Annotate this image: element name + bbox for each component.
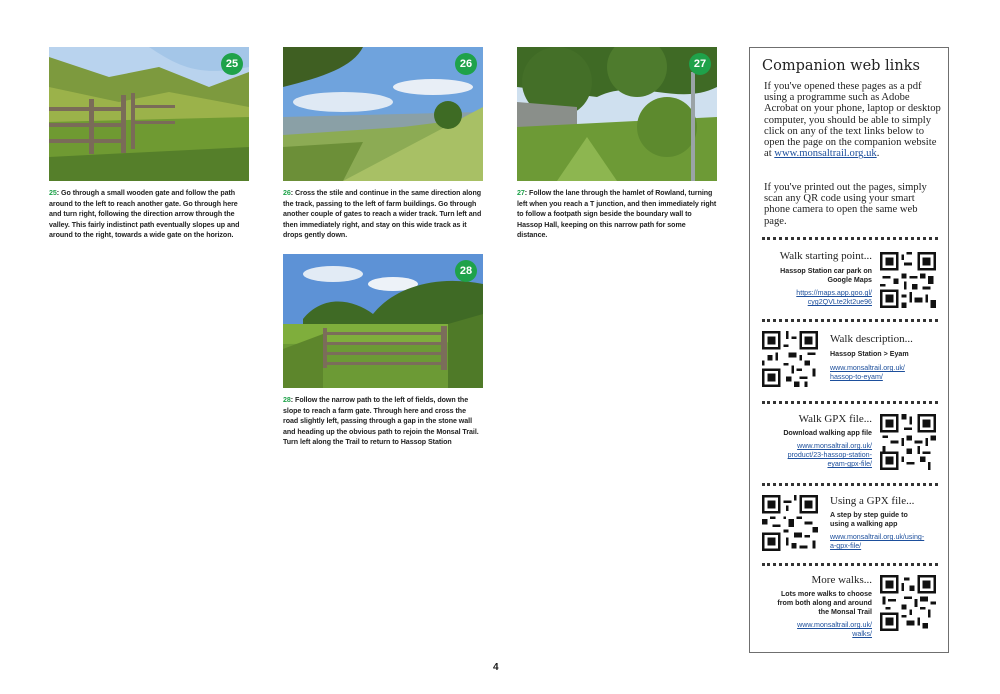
divider xyxy=(762,237,938,240)
photo-step-25 xyxy=(49,47,249,181)
qr-code[interactable] xyxy=(880,252,936,308)
photo-step-28 xyxy=(283,254,483,388)
intro-end: . xyxy=(876,148,880,160)
photo-wooden-gate xyxy=(49,47,249,181)
photo-farm-gate xyxy=(283,254,483,388)
link-url-walks[interactable]: www.monsaltrail.org.uk/ xyxy=(797,621,872,629)
divider xyxy=(762,563,938,566)
photo-step-27 xyxy=(517,47,717,181)
page-number: 4 xyxy=(493,662,499,673)
step-badge: 26 xyxy=(455,53,477,75)
link-url-maps[interactable]: https://maps.app.goo.gl/ xyxy=(796,289,872,297)
qr-code[interactable] xyxy=(762,331,818,387)
link-desc: Google Maps xyxy=(827,276,872,284)
divider xyxy=(762,401,938,404)
link-desc: from both along and around xyxy=(777,599,872,607)
link-url-gpx[interactable]: www.monsaltrail.org.uk/ xyxy=(797,442,872,450)
qr-code[interactable] xyxy=(762,495,818,551)
link-url-walks[interactable]: walks/ xyxy=(852,630,872,638)
step-caption xyxy=(283,188,483,241)
step-badge: 27 xyxy=(689,53,711,75)
step-text: : Cross the stile and continue in the same direction along the track, passing to the left of farm buildings. Go through another couple of gates to reach a wider track. Turn left and then immediately right, and stay on this wide track as it drops gently down. xyxy=(283,189,482,240)
step-number: 28 xyxy=(283,396,291,404)
step-caption xyxy=(49,188,249,241)
link-url-description[interactable]: hassop-to-eyam/ xyxy=(830,373,883,381)
link-title: Using a GPX file... xyxy=(830,495,915,507)
website-link[interactable]: www.monsaltrail.org.uk xyxy=(774,148,877,160)
link-url-description[interactable]: www.monsaltrail.org.uk/ xyxy=(830,364,905,372)
link-url-maps[interactable]: cyg2QVLte2kt2ue96 xyxy=(807,298,872,306)
step-text: : Follow the lane through the hamlet of Rowland, turning left when you reach a T junction, and then immediately right to follow a footpath sign beside the boundary wall to Hassop Hall, keeping on this narrow path for some distance. xyxy=(517,189,717,240)
link-desc: the Monsal Trail xyxy=(818,608,872,616)
link-url-gpx-guide[interactable]: a-gpx-file/ xyxy=(830,542,862,550)
link-desc: Hassop Station car park on xyxy=(780,267,872,275)
step-text: : Follow the narrow path to the left of fields, down the slope to reach a farm gate. Through here and cross the road slightly left, passing through a gap in the stone wall and heading up the obvious path to rejoin the Monsal Trail. Turn left along the Trail to return to Hassop Station xyxy=(283,396,479,447)
link-desc: Download walking app file xyxy=(783,429,872,437)
photo-step-26 xyxy=(283,47,483,181)
link-title: Walk starting point... xyxy=(779,250,872,262)
link-url-gpx[interactable]: product/23-hassop-station- xyxy=(787,451,872,459)
link-url-gpx-guide[interactable]: www.monsaltrail.org.uk/using- xyxy=(830,533,925,541)
panel-title: Companion web links xyxy=(762,58,920,74)
qr-code[interactable] xyxy=(880,575,936,631)
qr-code[interactable] xyxy=(880,414,936,470)
step-number: 27 xyxy=(517,189,525,197)
step-caption xyxy=(283,395,483,448)
link-title: More walks... xyxy=(811,574,872,586)
link-desc: using a walking app xyxy=(830,520,898,528)
link-url-gpx[interactable]: eyam-gpx-file/ xyxy=(827,460,872,468)
step-25 xyxy=(49,47,249,241)
step-badge: 28 xyxy=(455,260,477,282)
companion-links-panel xyxy=(749,47,949,653)
photo-valley-view xyxy=(283,47,483,181)
step-26 xyxy=(283,47,483,241)
link-title: Walk description... xyxy=(830,333,913,345)
panel-intro-pdf xyxy=(764,81,942,159)
divider xyxy=(762,483,938,486)
step-28 xyxy=(283,254,483,448)
step-text: : Go through a small wooden gate and follow the path around to the left to reach another gate. Go through here and turn right, following the direction arrow through the valley. This fairly indistinct path eventually slopes up and around to the right, towards a wide gate on the horizon. xyxy=(49,189,240,240)
step-badge: 25 xyxy=(221,53,243,75)
step-caption xyxy=(517,188,717,241)
link-desc: Lots more walks to choose xyxy=(780,590,872,598)
link-desc: Hassop Station > Eyam xyxy=(830,350,909,358)
step-27 xyxy=(517,47,717,241)
divider xyxy=(762,319,938,322)
link-desc: A step by step guide to xyxy=(830,511,908,519)
intro-text: If you've opened these pages as a pdf using a programme such as Adobe Acrobat on your phone, laptop or desktop computer, you should be able to simply click on any of the text links below to open the page on the companion website at xyxy=(764,81,941,160)
panel-intro-print: If you've printed out the pages, simply scan any QR code using your smart phone camera to open the same web page. xyxy=(764,182,927,227)
link-title: Walk GPX file... xyxy=(798,413,872,425)
step-number: 26 xyxy=(283,189,291,197)
step-number: 25 xyxy=(49,189,57,197)
photo-lane-signpost xyxy=(517,47,717,181)
